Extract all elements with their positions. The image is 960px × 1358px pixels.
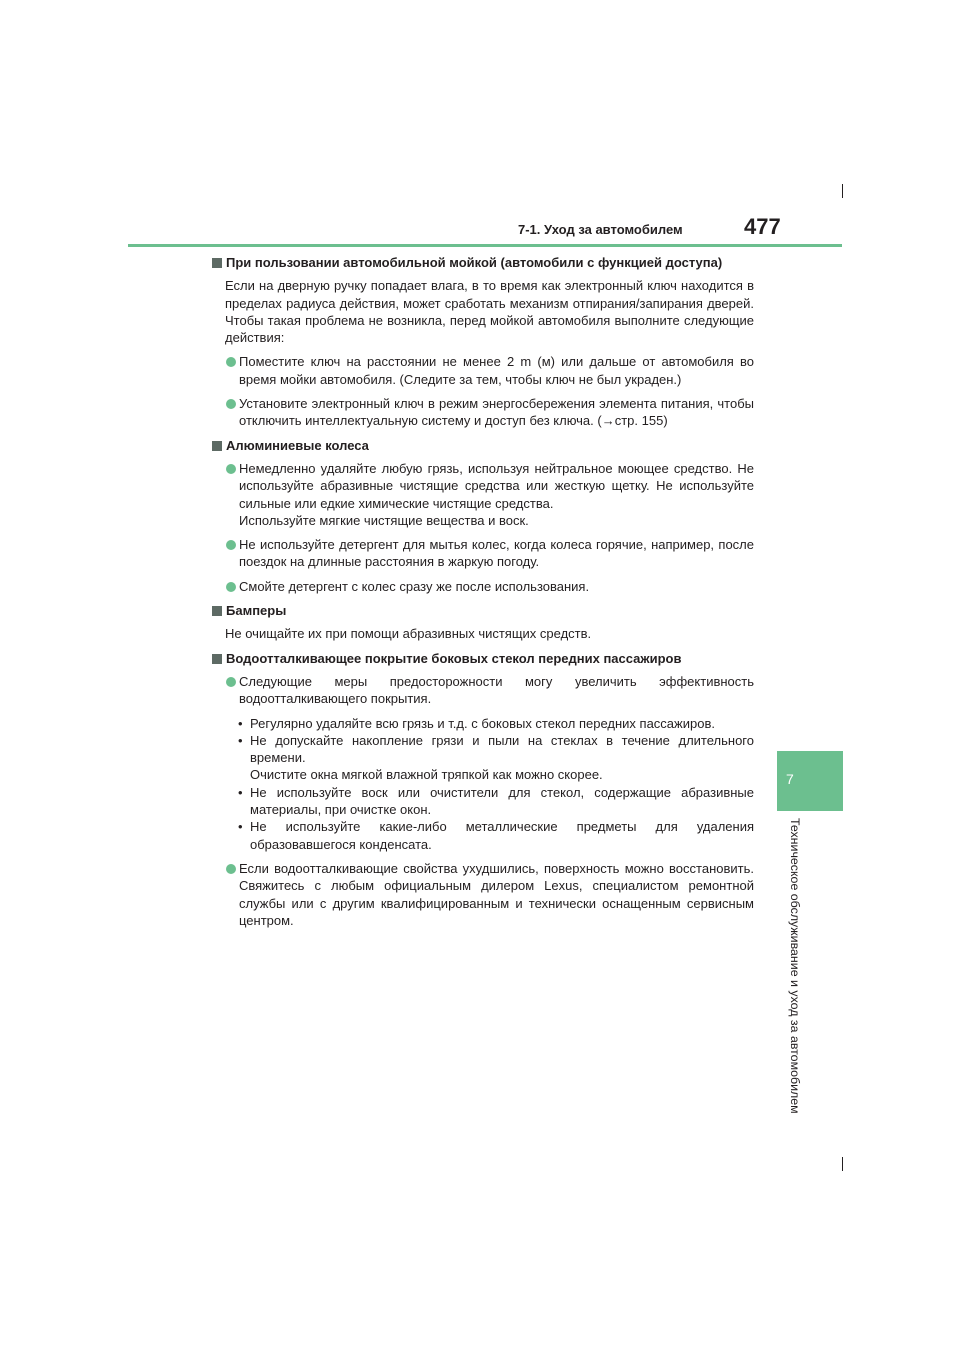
bullet-item: Немедленно удаляйте любую грязь, используя нейтральное моющее средство. Не используйте абразивные чистящие средства или жесткую щетку. Не используйте сильные или едкие химические чистящие средства. Используйте мягкие чистящие вещества и воск.	[212, 460, 754, 529]
page-reference-link[interactable]: →стр. 155)	[601, 413, 668, 429]
sub-item: • Регулярно удаляйте всю грязь и т.д. с боковых стекол передних пассажиров.	[238, 715, 715, 731]
bullet-item: Смойте детергент с колес сразу же после использования.	[212, 578, 754, 595]
sub-item: • Не используйте какие-либо металлические предметы для удаления образовавшегося конденсата.	[238, 819, 754, 852]
circle-bullet-icon	[226, 540, 236, 550]
page-content	[212, 254, 754, 936]
bullet-item: Следующие меры предосторожности могу увеличить эффективность водоотталкивающего покрытия.	[212, 673, 754, 708]
sub-item: • Не допускайте накопление грязи и пыли на стеклах в течение длительного времени.	[238, 732, 754, 766]
paragraph-car-wash: Если на дверную ручку попадает влага, в то время как электронный ключ находится в пределах радиуса действия, может сработать механизм отпирания/запирания дверей. Чтобы такая проблема не возникла, перед мойкой автомобиля выполните следующие действия:	[225, 278, 754, 346]
heading-wheels: Алюминиевые колеса	[212, 437, 754, 454]
circle-bullet-icon	[226, 677, 236, 687]
heading-glass: Водоотталкивающее покрытие боковых стекол передних пассажиров	[212, 650, 754, 667]
bullet-item: Установите электронный ключ в режим энергосбережения элемента питания, чтобы отключить интеллектуальную систему и доступ без ключа. (→стр. 155)	[212, 395, 754, 430]
page-number: 477	[744, 214, 781, 239]
header-rule	[128, 244, 842, 247]
chapter-title-vertical: Техническое обслуживание и уход за автомобилем	[788, 818, 802, 1114]
chapter-number: 7	[786, 771, 794, 787]
heading-car-wash: При пользовании автомобильной мойкой (автомобили с функцией доступа)	[212, 254, 754, 271]
section-title: 7-1. Уход за автомобилем	[518, 222, 683, 237]
heading-bumpers: Бамперы	[212, 602, 754, 619]
square-bullet-icon	[212, 606, 222, 616]
crop-mark-bottom	[842, 1157, 843, 1171]
square-bullet-icon	[212, 441, 222, 451]
circle-bullet-icon	[226, 399, 236, 409]
circle-bullet-icon	[226, 464, 236, 474]
sub-item: • Не используйте воск или очистители для стекол, содержащие абразивные материалы, при очистке окон.	[238, 784, 754, 818]
square-bullet-icon	[212, 654, 222, 664]
sub-item-continuation: Очистите окна мягкой влажной тряпкой как можно скорее.	[250, 767, 603, 783]
bullet-item: Не используйте детергент для мытья колес, когда колеса горячие, например, после поездок на длинные расстояния в жаркую погоду.	[212, 536, 754, 571]
bullet-item: Если водоотталкивающие свойства ухудшились, поверхность можно восстановить. Свяжитесь с любым официальным дилером Lexus, специалистом ремонтной службы или с другим квалифицированным и технически оснащенным сервисным центром.	[212, 860, 754, 929]
circle-bullet-icon	[226, 582, 236, 592]
sub-list	[212, 715, 754, 853]
crop-mark-top	[842, 184, 843, 198]
paragraph-bumpers: Не очищайте их при помощи абразивных чистящих средств.	[225, 626, 592, 642]
circle-bullet-icon	[226, 357, 236, 367]
circle-bullet-icon	[226, 864, 236, 874]
square-bullet-icon	[212, 258, 222, 268]
bullet-item: Поместите ключ на расстоянии не менее 2 m (м) или дальше от автомобиля во время мойки автомобиля. (Следите за тем, чтобы ключ не был украден.)	[212, 353, 754, 388]
